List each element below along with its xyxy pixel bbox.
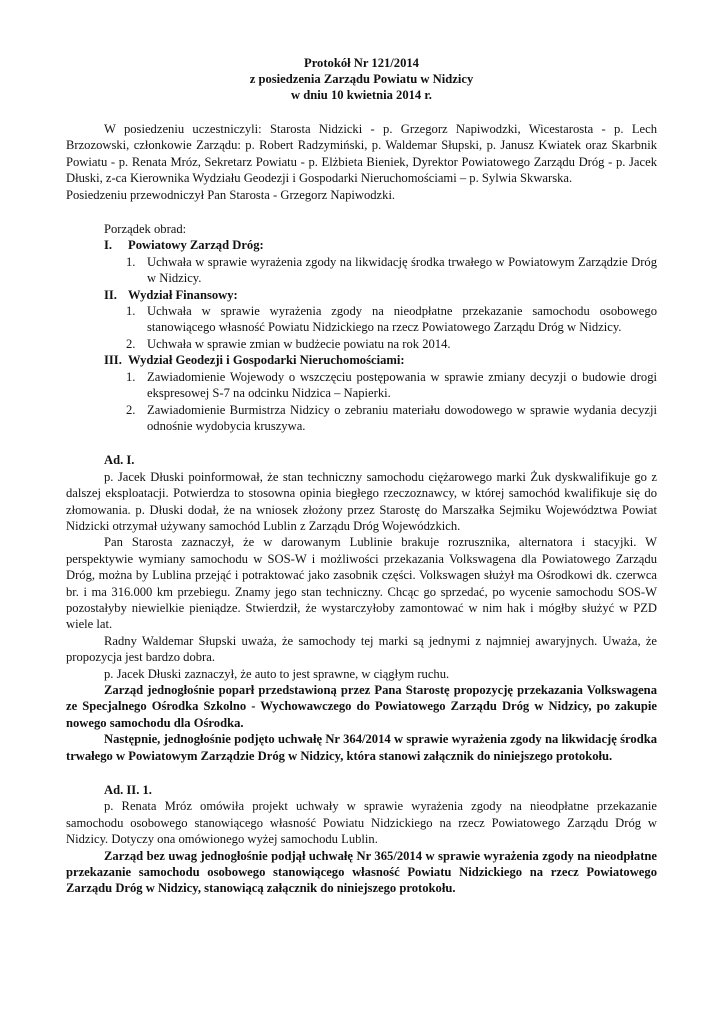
agenda-item-number: 2.: [126, 336, 136, 351]
attendance-paragraph: W posiedzeniu uczestniczyli: Starosta Nidzicki - p. Grzegorz Napiwodzki, Wicestarosta - p. Lech Brzozowski, członkowie Zarządu: p. Robert Radzymiński, p. Waldemar Słupski, p. Janusz Kwiatek oraz Skarbnik Powiatu - p. Renata Mróz, Sekretarz Powiatu - p. Elżbieta Bieniek, Dyrektor Powiatowego Zarządu Dróg - p. Jacek Dłuski, z-ca Kierownika Wydziału Geodezji i Gospodarki Nieruchomościami – p. Sylwia Skwarska.: [66, 122, 657, 186]
ad1-decision-2: Następnie, jednogłośnie podjęto uchwałę Nr 364/2014 w sprawie wyrażenia zgody na likwidację środka trwałego w Powiatowym Zarządzie Dróg w Nidzicy, która stanowi załącznik do niniejszego protokołu.: [66, 732, 657, 763]
document-title: [66, 55, 657, 103]
agenda-section-2: [104, 287, 657, 303]
agenda-item: [104, 336, 657, 352]
agenda-section-number: I.: [104, 238, 113, 253]
agenda-item: [104, 254, 657, 287]
agenda-item: [104, 402, 657, 435]
agenda-item-number: 2.: [126, 402, 136, 417]
section-heading-ad-1: Ad. I.: [104, 453, 135, 468]
agenda-section-1: [104, 237, 657, 253]
agenda-label: Porządek obrad:: [104, 222, 187, 237]
agenda-item-number: 1.: [126, 369, 136, 384]
ad1-paragraph-2: Pan Starosta zaznaczył, że w darowanym Lublinie brakuje rozrusznika, alternatora i stacyjki. W perspektywie wymiany samochodu w SOS-W i możliwości przekazania Volkswagena dla Powiatowego Zarządu Dróg, można by Lublina przejąć i potraktować jako zasobnik części. Volkswagen służył ma Ośrodkowi dk. czerwca br. i ma 316.000 km przebiegu. Znamy jego stan techniczny. Chcąc go sprzedać, po wycenie samochodu SOS-W pozostałyby niewielkie pieniądze. Stwierdził, że wystarczyłoby zamontować w nim hak i mógłby służyć w PZD wiele lat.: [66, 535, 657, 632]
ad1-paragraph-4: p. Jacek Dłuski zaznaczył, że auto to jest sprawne, w ciągłym ruchu.: [104, 666, 450, 681]
agenda-item: [104, 369, 657, 402]
agenda-item-text: Uchwała w sprawie wyrażenia zgody na nieodpłatne przekazanie samochodu osobowego stanowiącego własność Powiatu Nidzickiego na rzecz Powiatowego Zarządu Dróg w Nidzicy.: [147, 304, 657, 335]
agenda-section-title: Powiatowy Zarząd Dróg:: [128, 238, 264, 253]
chair-paragraph: Posiedzeniu przewodniczył Pan Starosta - Grzegorz Napiwodzki.: [66, 187, 396, 202]
title-line-2: z posiedzenia Zarządu Powiatu w Nidzicy: [249, 72, 474, 86]
agenda-item-text: Zawiadomienie Burmistrza Nidzicy o zebraniu materiału dowodowego w sprawie wydania decyzji odnośnie wydobycia kruszywa.: [147, 402, 657, 433]
ad1-paragraph-3: Radny Waldemar Słupski uważa, że samochody tej marki są jednymi z najmniej awaryjnych. Uważa, że propozycja jest bardzo dobra.: [66, 633, 657, 665]
title-line-1: Protokół Nr 121/2014: [304, 56, 419, 70]
ad1-decision-1: Zarząd jednogłośnie poparł przedstawioną przez Pana Starostę propozycję przekazania Volkswagena ze Specjalnego Ośrodka Szkolno - Wychowawczego do Powiatowego Zarządu Dróg w Nidzicy, po zakupie nowego samochodu dla Ośrodka.: [66, 683, 657, 730]
agenda: [66, 221, 657, 434]
section-heading-ad-2-1: Ad. II. 1.: [104, 783, 152, 798]
agenda-section-number: II.: [104, 287, 117, 302]
ad1-paragraph-1: p. Jacek Dłuski poinformował, że stan techniczny samochodu ciężarowego marki Żuk dyskwalifikuje go z dalszej eksploatacji. Potwierdza to stosowna opinia biegłego rzeczoznawcy, w której samochód kwalifikuje się do złomowania. p. Dłuski dodał, że na wniosek złożony przez Starostę do Marszałka Sejmiku Województwa Powiat Nidzicki otrzymał używany samochód Lublin z Zarządu Dróg Wojewódzkich.: [66, 469, 657, 533]
agenda-item-number: 1.: [126, 254, 136, 269]
agenda-item-text: Uchwała w sprawie wyrażenia zgody na likwidację środka trwałego w Powiatowym Zarządzie Dróg w Nidzicy.: [147, 254, 657, 286]
ad2-decision: Zarząd bez uwag jednogłośnie podjął uchwałę Nr 365/2014 w sprawie wyrażenia zgody na nieodpłatne przekazanie samochodu osobowego stanowiącego własność Powiatu Nidzickiego na rzecz Powiatowego Zarządu Dróg w Nidzicy, stanowiącą załącznik do niniejszego protokołu.: [66, 848, 657, 896]
agenda-section-3: [104, 352, 657, 368]
ad2-paragraph-1: p. Renata Mróz omówiła projekt uchwały w sprawie wyrażenia zgody na nieodpłatne przekazanie samochodu osobowego stanowiącego własność Powiatu Nidzickiego na rzecz Powiatowego Zarządu Dróg w Nidzicy. Dotyczy ona omówionego wyżej samochodu Lublin.: [66, 799, 657, 847]
agenda-item: [104, 303, 657, 336]
title-line-3: w dniu 10 kwietnia 2014 r.: [291, 88, 432, 102]
agenda-section-number: III.: [104, 353, 122, 368]
agenda-item-number: 1.: [126, 304, 136, 319]
agenda-section-title: Wydział Finansowy:: [128, 287, 238, 302]
agenda-item-text: Uchwała w sprawie zmian w budżecie powiatu na rok 2014.: [147, 336, 451, 351]
agenda-section-title: Wydział Geodezji i Gospodarki Nieruchomościami:: [128, 353, 405, 368]
agenda-item-text: Zawiadomienie Wojewody o wszczęciu postępowania w sprawie zmiany decyzji o budowie drogi ekspresowej S-7 na odcinku Nidzica – Napierki.: [147, 369, 657, 401]
